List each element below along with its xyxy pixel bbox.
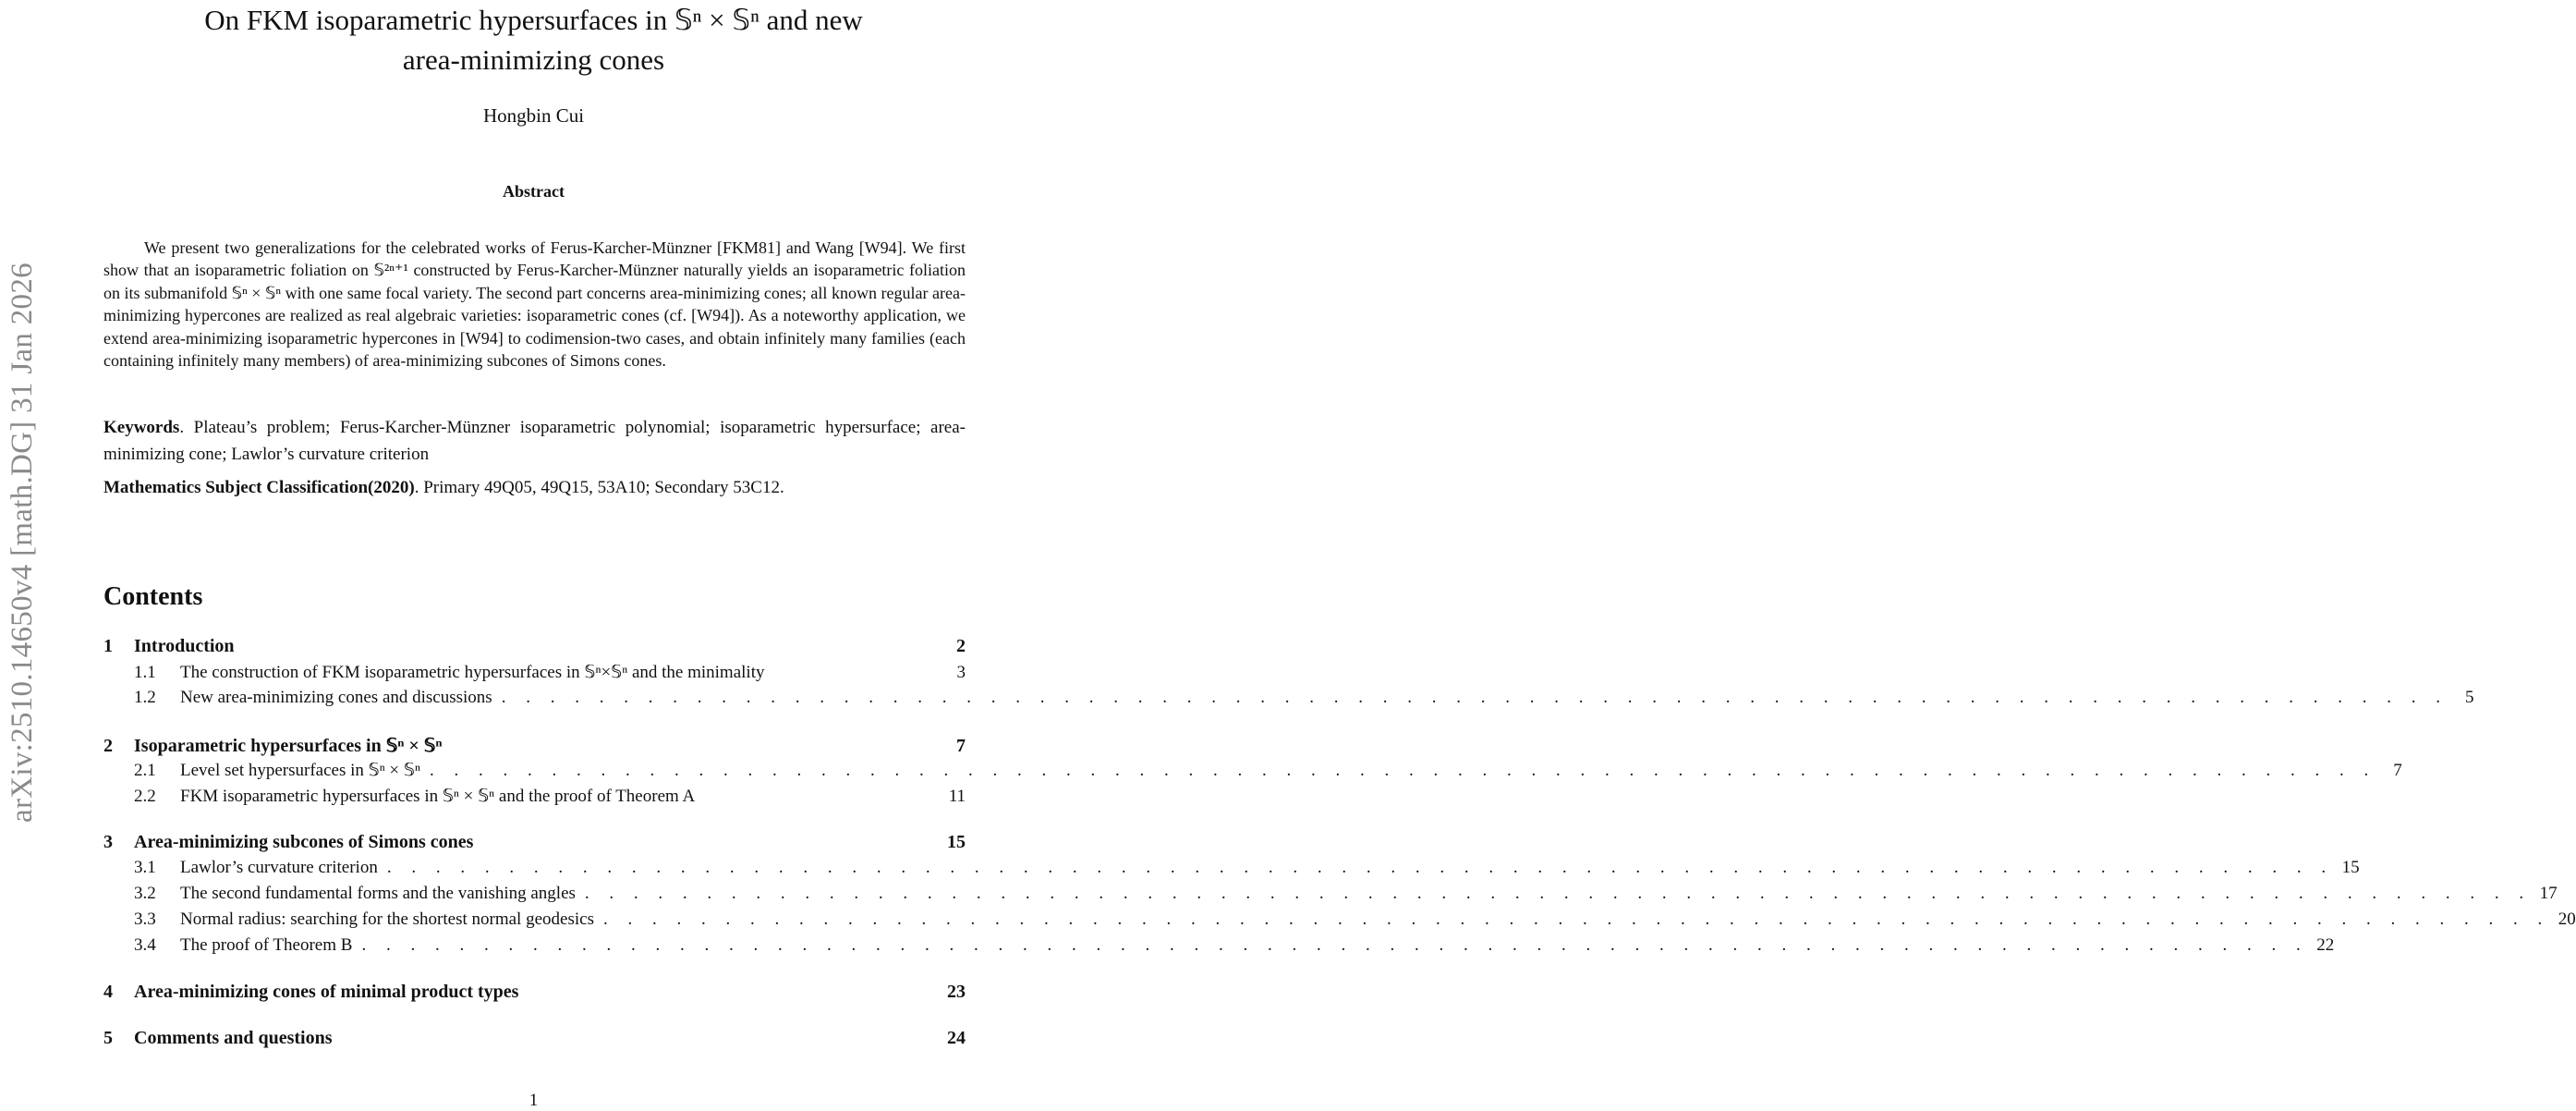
toc-section-page: 23 bbox=[947, 982, 966, 1002]
toc-leader-dots: . . . . . . . . . . . . . . . . . . . . . . . . . . . . . . . . . . . . . . . . . . . . . . . . . . . . . . . . . . . . . . . . . . . . . . . . . . . . . . . . bbox=[361, 935, 2309, 955]
toc-leader-dots: . . . . . . . . . . . . . . . . . . . . . . . . . . . . . . . . . . . . . . . . . . . . . . . . . . . . . . . . . . . . . . . . . . . . . . . . . . . . . . . . bbox=[429, 761, 2376, 780]
toc-subsection-title: The construction of FKM isoparametric hypersurfaces in 𝕊ⁿ×𝕊ⁿ and the minimality bbox=[180, 663, 765, 682]
toc-section-page: 2 bbox=[956, 636, 966, 656]
toc-subsection-number: 3.1 bbox=[134, 858, 156, 877]
toc-subsection[interactable] bbox=[103, 760, 2402, 786]
toc-section-number: 2 bbox=[103, 736, 113, 756]
toc-subsection[interactable] bbox=[103, 884, 2558, 910]
toc-subsection-title: Lawlor’s curvature criterion bbox=[180, 858, 378, 877]
toc-section-number: 1 bbox=[103, 636, 113, 656]
toc-subsection[interactable] bbox=[103, 786, 966, 812]
arxiv-sidebar bbox=[4, 111, 41, 823]
toc-subsection[interactable] bbox=[103, 688, 2474, 714]
toc-section[interactable] bbox=[103, 1028, 966, 1054]
toc-subsection-number: 2.1 bbox=[134, 761, 156, 780]
toc-subsection-title: New area-minimizing cones and discussions bbox=[180, 688, 492, 707]
toc-section-number: 5 bbox=[103, 1028, 113, 1048]
author-name: Hongbin Cui bbox=[482, 104, 585, 127]
toc-section-page: 15 bbox=[947, 832, 966, 852]
toc-section[interactable] bbox=[103, 832, 966, 858]
toc-subsection-page: 20 bbox=[2558, 910, 2576, 929]
toc-subsection[interactable] bbox=[103, 858, 2360, 884]
page-number: 1 bbox=[529, 1091, 539, 1110]
toc-section-page: 24 bbox=[947, 1028, 966, 1048]
title-line-2: area-minimizing cones bbox=[402, 43, 665, 76]
toc-subsection-title: The proof of Theorem B bbox=[180, 935, 353, 955]
msc-label: Mathematics Subject Classification(2020) bbox=[103, 478, 415, 497]
toc-subsection-number: 3.3 bbox=[134, 910, 156, 929]
toc-subsection[interactable] bbox=[103, 910, 2576, 935]
toc-section-title: Comments and questions bbox=[134, 1028, 333, 1048]
toc-leader-dots: . . . . . . . . . . . . . . . . . . . . . . . . . . . . . . . . . . . . . . . . . . . . . . . . . . . . . . . . . . . . . . . . . . . . . . . . . . . . . . . . bbox=[386, 858, 2334, 877]
msc-text: . Primary 49Q05, 49Q15, 53A10; Secondary 53C12. bbox=[414, 478, 784, 497]
toc-subsection-number: 1.1 bbox=[134, 663, 156, 682]
toc-subsection-number: 1.2 bbox=[134, 688, 156, 707]
toc-subsection-title: Level set hypersurfaces in 𝕊ⁿ × 𝕊ⁿ bbox=[180, 761, 420, 780]
paper-title bbox=[102, 0, 966, 79]
contents-heading: Contents bbox=[103, 582, 203, 611]
toc-section-number: 4 bbox=[103, 982, 113, 1002]
toc-section-title: Introduction bbox=[134, 636, 235, 656]
abstract-heading: Abstract bbox=[503, 182, 565, 201]
toc-section-title: Area-minimizing subcones of Simons cones bbox=[134, 832, 474, 852]
toc-subsection-number: 3.4 bbox=[134, 935, 156, 955]
toc-subsection-page: 15 bbox=[2341, 858, 2360, 877]
toc-subsection-page: 11 bbox=[948, 787, 966, 806]
toc-leader-dots: . . . . . . . . . . . . . . . . . . . . . . . . . . . . . . . . . . . . . . . . . . . . . . . . . . . . . . . . . . . . . . . . . . . . . . . . . . . . . . . . bbox=[602, 910, 2550, 929]
toc-subsection[interactable] bbox=[103, 662, 966, 688]
toc-leader-dots: . . . . . . . . . . . . . . . . . . . . . . . . . . . . . . . . . . . . . . . . . . . . . . . . . . . . . . . . . . . . . . . . . . . . . . . . . . . . . . . . bbox=[584, 884, 2532, 903]
toc-subsection-number: 3.2 bbox=[134, 884, 156, 903]
toc-section[interactable] bbox=[103, 734, 966, 760]
toc-section-title: Isoparametric hypersurfaces in 𝕊ⁿ × 𝕊ⁿ bbox=[134, 736, 443, 756]
toc-subsection-number: 2.2 bbox=[134, 787, 156, 806]
toc-section-number: 3 bbox=[103, 832, 113, 852]
abstract-text: We present two generalizations for the celebrated works of Ferus-Karcher-Münzner [FKM81] and Wang [W94]. We first show that an isoparametric foliation on 𝕊²ⁿ⁺¹ constructed by Ferus-Karcher-Münzner naturally yields an isoparametric foliation on its submanifold 𝕊ⁿ × 𝕊ⁿ with one same focal variety. The second part concerns area-minimizing cones; all known regular area-minimizing hypercones are realized as real algebraic varieties: isoparametric cones (cf. [W94]). As a noteworthy application, we extend area-minimizing isoparametric hypercones in [W94] to codimension-two cases, and obtain infinitely many families (each containing infinitely many members) of area-minimizing subcones of Simons cones. bbox=[103, 238, 966, 371]
toc-section-page: 7 bbox=[956, 736, 966, 756]
toc-subsection-page: 5 bbox=[2464, 688, 2474, 707]
toc-section-title: Area-minimizing cones of minimal product types bbox=[134, 982, 519, 1002]
toc-subsection-title: Normal radius: searching for the shortest normal geodesics bbox=[180, 910, 594, 929]
toc-subsection-title: FKM isoparametric hypersurfaces in 𝕊ⁿ × 𝕊ⁿ and the proof of Theorem A bbox=[180, 787, 696, 806]
toc-subsection-title: The second fundamental forms and the vanishing angles bbox=[180, 884, 576, 903]
toc-section[interactable] bbox=[103, 982, 966, 1007]
msc-paragraph bbox=[103, 474, 966, 501]
toc-subsection-page: 17 bbox=[2539, 884, 2558, 903]
toc-subsection[interactable] bbox=[103, 935, 2335, 961]
toc-subsection-page: 7 bbox=[2393, 761, 2402, 780]
toc-section[interactable] bbox=[103, 636, 966, 662]
keywords-text: . Plateau’s problem; Ferus-Karcher-Münzner isoparametric polynomial; isoparametric hypersurface; area-minimizing cone; Lawlor’s curvature criterion bbox=[103, 418, 966, 464]
toc-subsection-page: 22 bbox=[2316, 935, 2335, 955]
title-line-1: On FKM isoparametric hypersurfaces in 𝕊ⁿ × 𝕊ⁿ and new bbox=[204, 4, 863, 36]
keywords-paragraph bbox=[103, 414, 966, 468]
keywords-label: Keywords bbox=[103, 418, 180, 437]
arxiv-identifier: arXiv:2510.14650v4 [math.DG] 31 Jan 2026 bbox=[6, 262, 39, 823]
toc-subsection-page: 3 bbox=[956, 663, 966, 682]
toc-leader-dots: . . . . . . . . . . . . . . . . . . . . . . . . . . . . . . . . . . . . . . . . . . . . . . . . . . . . . . . . . . . . . . . . . . . . . . . . . . . . . . . . bbox=[501, 688, 2448, 707]
